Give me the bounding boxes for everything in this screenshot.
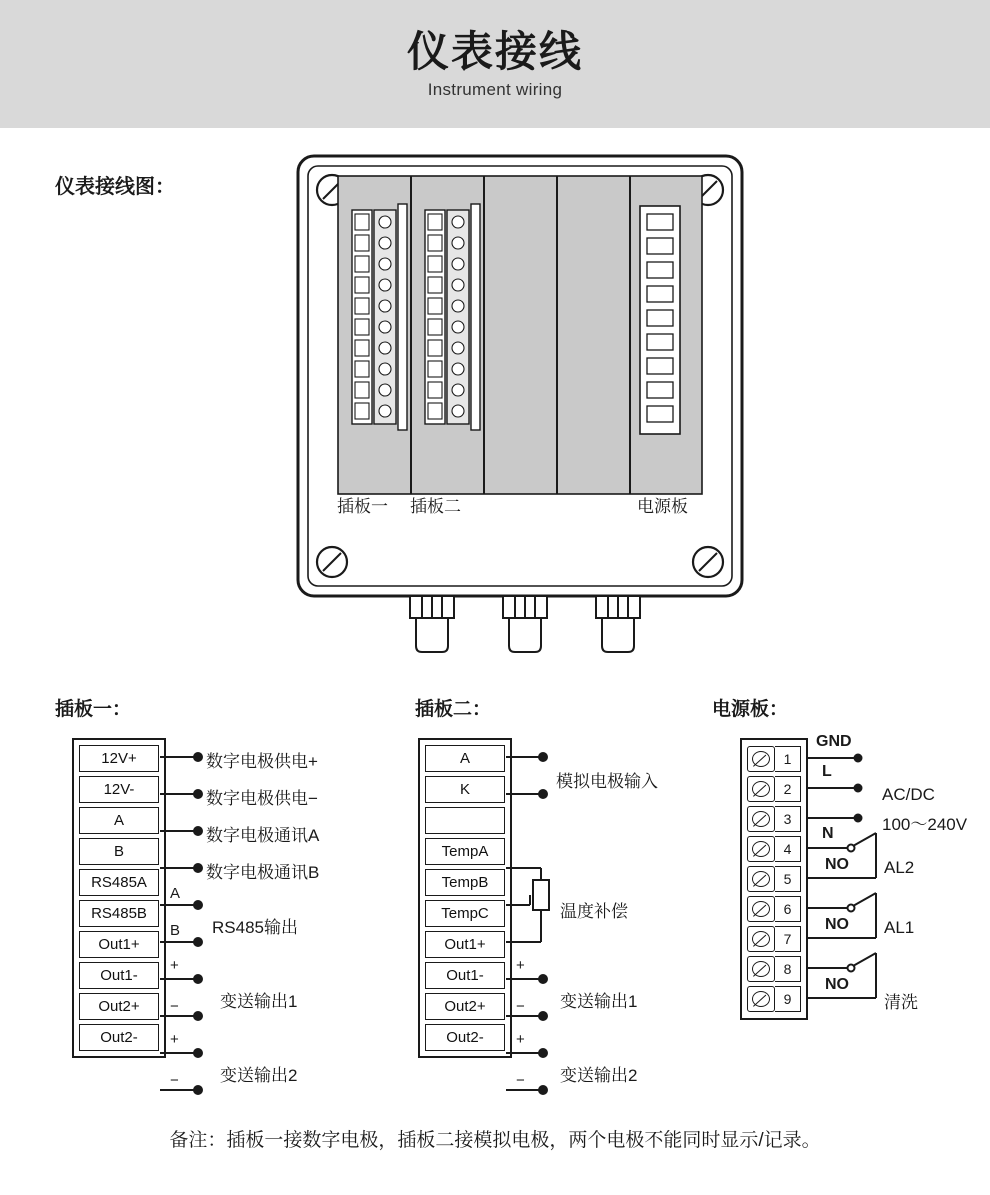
board1-mark-b: B [170,922,181,939]
power-terminal-row[interactable] [747,805,801,833]
screw-icon [747,926,775,952]
terminal-block-board1 [72,738,166,1058]
terminal-cell[interactable]: B [79,838,159,865]
screw-icon [747,776,775,802]
power-terminal-number: 6 [775,896,801,922]
board-caption-1: 插板一 [337,497,388,516]
board1-desc-6: 变送输出2 [220,1066,298,1085]
terminal-cell[interactable]: RS485B [79,900,159,927]
power-terminal-number: 1 [775,746,801,772]
power-terminal-row[interactable] [747,985,801,1013]
board2-mark-plus1: + [516,957,525,974]
power-terminal-number: 7 [775,926,801,952]
section-title-board2: 插板二： [415,699,492,720]
power-desc-al2: AL2 [884,858,915,877]
terminal-cell[interactable]: RS485A [79,869,159,896]
power-desc-acdc: AC/DC [882,785,935,804]
board1-desc-1: 数字电极供电− [206,789,318,808]
board2-desc-0: 模拟电极输入 [556,772,658,791]
power-no-label-2: NO [825,916,849,933]
board1-mark-plus2: + [170,1031,179,1048]
terminal-cell[interactable]: 12V+ [79,745,159,772]
screw-icon [747,986,775,1012]
terminal-cell[interactable]: Out1- [425,962,505,989]
power-pin-label-l: L [822,763,832,780]
power-pin-label-n: N [822,825,834,842]
power-terminal-row[interactable] [747,835,801,863]
terminal-cell[interactable]: Out2- [79,1024,159,1051]
board1-mark-a: A [170,885,181,902]
board2-mark-minus1: − [516,998,525,1015]
power-terminal-row[interactable] [747,745,801,773]
power-terminal-number: 4 [775,836,801,862]
terminal-cell[interactable]: TempB [425,869,505,896]
power-terminal-row[interactable] [747,925,801,953]
terminal-cell-blank[interactable] [425,807,505,834]
instrument-enclosure-illustration [290,148,750,668]
power-terminal-row[interactable] [747,955,801,983]
board2-mark-plus2: + [516,1031,525,1048]
power-no-label-1: NO [825,856,849,873]
terminal-cell[interactable]: 12V- [79,776,159,803]
page-header [0,0,990,128]
terminal-block-power [740,738,808,1020]
board1-mark-plus1: + [170,957,179,974]
terminal-cell[interactable]: Out2- [425,1024,505,1051]
power-desc-voltage: 100～240V [882,815,968,834]
board2-mark-minus2: − [516,1072,525,1089]
footnote: 备注：插板一接数字电极，插板二接模拟电极，两个电极不能同时显示/记录。 [169,1130,821,1151]
power-no-label-3: NO [825,976,849,993]
power-pin-label-gnd: GND [816,733,852,750]
terminal-cell[interactable]: TempA [425,838,505,865]
terminal-cell[interactable]: K [425,776,505,803]
screw-icon [747,956,775,982]
board1-mark-minus2: − [170,1072,179,1089]
board1-mark-minus1: − [170,998,179,1015]
screw-icon [747,866,775,892]
terminal-cell[interactable]: A [79,807,159,834]
board1-desc-0: 数字电极供电+ [206,752,318,771]
board2-desc-2: 变送输出1 [560,992,638,1011]
wiring-diagram-label: 仪表接线图： [55,176,175,198]
board1-desc-3: 数字电极通讯B [206,863,320,882]
power-desc-wash: 清洗 [884,993,918,1012]
board1-desc-5: 变送输出1 [220,992,298,1011]
terminal-cell[interactable]: TempC [425,900,505,927]
power-terminal-number: 8 [775,956,801,982]
screw-icon [747,746,775,772]
board-caption-2: 插板二 [410,497,461,516]
terminal-cell[interactable]: Out2+ [425,993,505,1020]
page-subtitle: Instrument wiring [427,80,563,100]
power-terminal-number: 3 [775,806,801,832]
power-terminal-row[interactable] [747,865,801,893]
section-title-power: 电源板： [712,699,789,720]
board-caption-3: 电源板 [637,497,688,516]
power-terminal-number: 5 [775,866,801,892]
terminal-cell[interactable]: Out1+ [79,931,159,958]
page-title: 仪表接线 [406,27,583,75]
terminal-cell[interactable]: Out1+ [425,931,505,958]
screw-icon [747,896,775,922]
screw-icon [747,836,775,862]
terminal-cell[interactable]: Out1- [79,962,159,989]
terminal-cell[interactable]: A [425,745,505,772]
board2-desc-1: 温度补偿 [560,902,628,921]
section-title-board1: 插板一： [55,699,132,720]
power-desc-al1: AL1 [884,918,915,937]
board1-desc-4: RS485输出 [212,918,298,937]
terminal-block-board2 [418,738,512,1058]
board2-desc-3: 变送输出2 [560,1066,638,1085]
power-terminal-number: 2 [775,776,801,802]
terminal-cell[interactable]: Out2+ [79,993,159,1020]
board1-desc-2: 数字电极通讯A [206,826,320,845]
power-terminal-row[interactable] [747,895,801,923]
power-terminal-row[interactable] [747,775,801,803]
power-terminal-number: 9 [775,986,801,1012]
screw-icon [747,806,775,832]
